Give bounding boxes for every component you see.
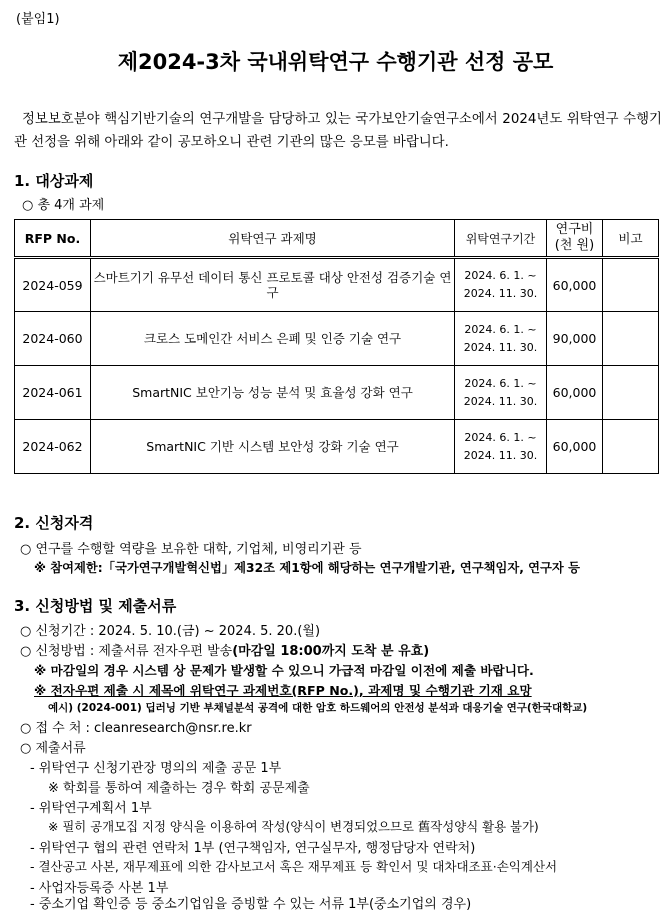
cell-name: SmartNIC 보안기능 성능 분석 및 효율성 강화 연구 xyxy=(91,366,455,420)
email-subject-example: 예시) (2024-001) 딥러닝 기반 부채널분석 공격에 대한 암호 하드웨어의 안전성 분석과 대응기술 연구(한국대학교) xyxy=(48,702,588,714)
cell-period xyxy=(455,258,547,312)
cell-note xyxy=(603,420,659,474)
section1-summary: ○ 총 4개 과제 xyxy=(22,198,105,213)
cell-period xyxy=(455,366,547,420)
period-start: 2024. 6. 1. ~ xyxy=(464,376,537,390)
cell-note xyxy=(603,312,659,366)
contact-email: ○ 접 수 처 : cleanresearch@nsr.re.kr xyxy=(20,721,252,736)
table-row xyxy=(15,420,659,474)
section3-heading: 3. 신청방법 및 제출서류 xyxy=(14,597,177,615)
header-name: 위탁연구 과제명 xyxy=(91,220,455,258)
cell-period xyxy=(455,312,547,366)
document-note: ※ 학회를 통하여 제출하는 경우 학회 공문제출 xyxy=(48,781,310,796)
cell-note xyxy=(603,258,659,312)
header-note: 비고 xyxy=(603,220,659,258)
period-start: 2024. 6. 1. ~ xyxy=(464,430,537,444)
deadline-note: ※ 마감일의 경우 시스템 상 문제가 발생할 수 있으니 가급적 마감일 이전에 제출 바랍니다. xyxy=(34,663,534,678)
cell-cost: 60,000 xyxy=(547,420,603,474)
project-table xyxy=(14,219,659,474)
cell-cost: 90,000 xyxy=(547,312,603,366)
restriction-note: ※ 참여제한:「국가연구개발혁신법」제32조 제1항에 해당하는 연구개발기관, 연구책임자, 연구자 등 xyxy=(34,561,580,575)
cell-cost: 60,000 xyxy=(547,366,603,420)
method-deadline: (마감일 18:00까지 도착 분 유효) xyxy=(232,644,430,659)
document-note: ※ 필히 공개모집 지정 양식을 이용하여 작성(양식이 변경되었으므로 舊작성양식 활용 불가) xyxy=(48,819,539,834)
cell-rfp: 2024-060 xyxy=(15,312,91,366)
header-rfp: RFP No. xyxy=(15,220,91,258)
cell-period xyxy=(455,420,547,474)
document-item: - 사업자등록증 사본 1부 xyxy=(30,881,169,896)
section2-heading: 2. 신청자격 xyxy=(14,514,94,532)
header-cost-line1: 연구비 xyxy=(555,222,594,237)
cell-name: 크로스 도메인간 서비스 은폐 및 인증 기술 연구 xyxy=(91,312,455,366)
period-start: 2024. 6. 1. ~ xyxy=(464,269,537,282)
document-item: - 위탁연구계획서 1부 xyxy=(30,801,152,816)
document-item: - 위탁연구 협의 관련 연락처 1부 (연구책임자, 연구실무자, 행정담당자 연락처) xyxy=(30,841,476,856)
period-end: 2024. 11. 30. xyxy=(463,287,538,300)
header-period: 위탁연구기간 xyxy=(455,220,547,258)
cell-rfp: 2024-062 xyxy=(15,420,91,474)
cell-rfp: 2024-059 xyxy=(15,258,91,312)
documents-heading: ○ 제출서류 xyxy=(20,741,86,756)
period-end: 2024. 11. 30. xyxy=(463,394,538,408)
page-title: 제2024-3차 국내위탁연구 수행기관 선정 공모 xyxy=(117,50,554,74)
cell-name: 스마트기기 유무선 데이터 통신 프로토콜 대상 안전성 검증기술 연구 xyxy=(91,258,455,312)
period-start: 2024. 6. 1. ~ xyxy=(464,322,537,336)
header-cost xyxy=(547,220,603,258)
email-subject-note: ※ 전자우편 제출 시 제목에 위탁연구 과제번호(RFP No.), 과제명 및 수행기관 기재 요망 xyxy=(34,683,532,698)
method-prefix: ○ 신청방법 : 제출서류 전자우편 발송 xyxy=(20,644,233,659)
application-period: ○ 신청기간 : 2024. 5. 10.(금) ~ 2024. 5. 20.(월) xyxy=(20,624,321,639)
cell-rfp: 2024-061 xyxy=(15,366,91,420)
header-cost-line2: (천 원) xyxy=(554,238,595,253)
period-end: 2024. 11. 30. xyxy=(463,340,538,354)
table-row xyxy=(15,258,659,312)
cell-cost: 60,000 xyxy=(547,258,603,312)
table-header-row xyxy=(15,220,659,258)
section1-heading: 1. 대상과제 xyxy=(14,172,94,190)
document-item: - 위탁연구 신청기관장 명의의 제출 공문 1부 xyxy=(30,761,282,776)
table-row xyxy=(15,366,659,420)
period-end: 2024. 11. 30. xyxy=(463,448,538,462)
cell-note xyxy=(603,366,659,420)
application-method xyxy=(20,640,429,659)
cell-name: SmartNIC 기반 시스템 보안성 강화 기술 연구 xyxy=(91,420,455,474)
section2-item: ○ 연구를 수행할 역량을 보유한 대학, 기업체, 비영리기관 등 xyxy=(20,542,362,557)
document-item: - 결산공고 사본, 재무제표에 의한 감사보고서 혹은 재무제표 등 확인서 및 대차대조표·손익계산서 xyxy=(30,859,558,874)
table-row xyxy=(15,312,659,366)
attachment-label: (붙임1) xyxy=(16,12,60,27)
document-item: - 중소기업 확인증 등 중소기업임을 증빙할 수 있는 서류 1부(중소기업의 경우) xyxy=(30,897,472,912)
intro-paragraph: 정보보호분야 핵심기반기술의 연구개발을 담당하고 있는 국가보안기술연구소에서 2024년도 위탁연구 수행기관 선정을 위해 아래와 같이 공모하오니 관련 기관의 많은 응모를 바랍니다. xyxy=(14,112,662,150)
